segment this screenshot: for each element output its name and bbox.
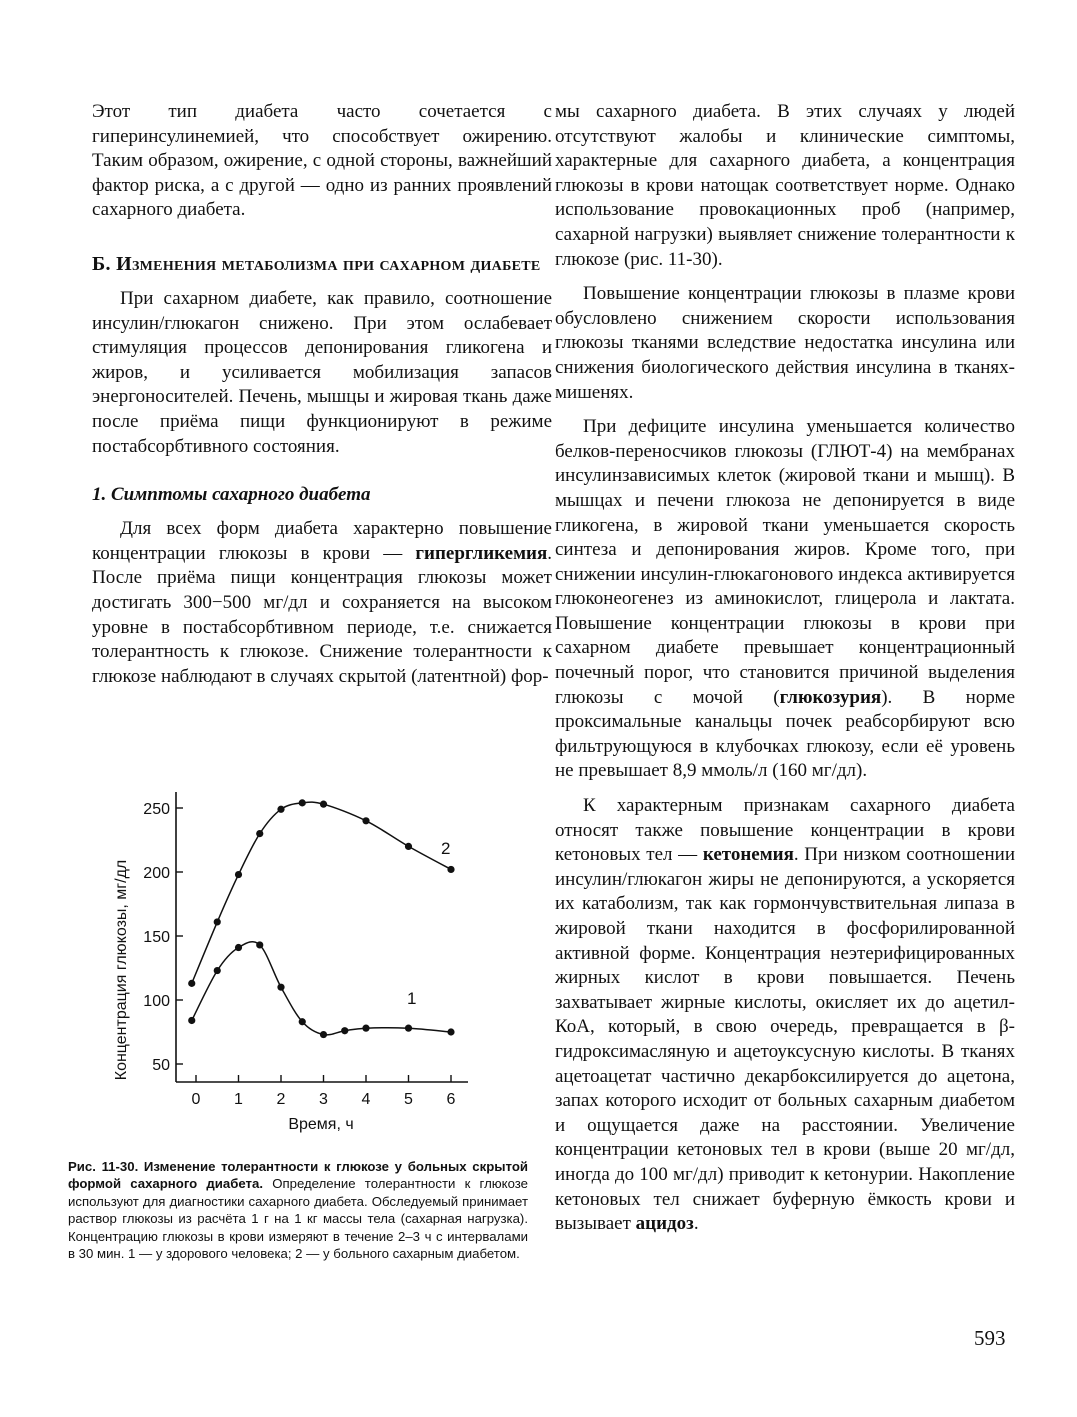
- data-point-series-2: [362, 817, 369, 824]
- term-glucosuria: глюкозурия: [779, 686, 882, 708]
- data-point-series-1: [256, 941, 263, 948]
- data-point-series-1: [235, 944, 242, 951]
- series-line-2: [192, 802, 451, 983]
- subsection-title: 1. Симптомы сахарного диабета: [92, 484, 371, 506]
- text-run: Для всех форм диабета характерно повышение концентрации глюкозы в крови —: [92, 518, 552, 564]
- data-point-series-2: [447, 866, 454, 873]
- series-label-2: 2: [441, 839, 451, 858]
- data-point-series-1: [299, 1018, 306, 1025]
- left-column: [92, 100, 552, 689]
- data-point-series-1: [214, 967, 221, 974]
- text-run: При дефиците инсулина уменьшается количество белков-переносчиков глюкозы (ГЛЮТ-4) на мембранах инсулинзависимых клеток (жировой ткани и мышц). В мышцах и печени глюкоза не депонируется в виде гликогена, в жировой ткани уменьшается скорость синтеза и депонирования жиров. Кроме того, при снижении инсулин-глюкагонового индекса активируется глюконеогенез из аминокислот, глицерола и лактата. Повышение концентрации глюкозы в крови при сахарном диабете превышает концентрационный почечный порог, что становится причиной выделения глюкозы с мочой (: [555, 416, 1015, 708]
- x-axis-label: Время, ч: [288, 1116, 354, 1133]
- data-point-series-2: [235, 871, 242, 878]
- paragraph-ketonemia: [555, 794, 1015, 1237]
- term-hyperglycemia: гипергликемия: [415, 542, 548, 564]
- paragraph-intro: Этот тип диабета часто сочетается с гиперинсулинемией, что способствует ожирению. Таким образом, ожирение, с одной стороны, важнейший фактор риска, а с другой — одно из ранних проявлений сахарного диабета.: [92, 101, 552, 221]
- text-run: .: [693, 1213, 699, 1235]
- data-point-series-2: [299, 799, 306, 806]
- y-tick-label: 250: [143, 801, 170, 818]
- figure-glucose-tolerance: [68, 782, 528, 1142]
- paragraph-glucose-plasma: Повышение концентрации глюкозы в плазме крови обусловлено снижением скорости использования глюкозы тканями вследствие недостатка инсулина или снижения биологического действия инсулина в тканях-мишенях.: [555, 283, 1015, 403]
- y-axis-label: Концентрация глюкозы, мг/дл: [113, 859, 130, 1081]
- data-point-series-1: [362, 1025, 369, 1032]
- x-tick-label: 2: [276, 1091, 286, 1108]
- y-tick-label: 100: [143, 993, 170, 1010]
- x-tick-label: 1: [234, 1091, 243, 1108]
- text-run: . При низком соотношении инсулин/глюкагон жиры не депонируются, а ускоряется их катаболизм, так как гормончувствительная липаза в жировой ткани находится в фосфорилированной активной форме. Концентрация неэтерифицированных жирных кислот в крови повышается. Печень захватывает жирные кислоты, окисляет их до ацетил-КоА, который, в свою очередь, превращается в β-гидроксимасляную и ацетоуксусную кислоты. В тканях ацетоацетат частично декарбоксилируется до ацетона, запах которого исходит от больных сахарным диабетом и ощущается даже на расстоянии. Увеличение концентрации кетоновых тел в крови (выше 20 мг/дл, иногда до 100 мг/дл) приводит к кетонурии. Накопление кетоновых тел снижает буферную ёмкость крови и вызывает: [555, 844, 1015, 1235]
- axes: [176, 792, 468, 1082]
- series-label-1: 1: [407, 989, 417, 1008]
- data-point-series-2: [405, 843, 412, 850]
- paragraph-ratio: При сахарном диабете, как правило, соотношение инсулин/глюкагон снижено. При этом ослабевает стимуляция процессов депонирования гликогена и жиров, и усиливается мобилизация запасов энергоносителей. Печень, мышцы и жировая ткань даже после приёма пищи функционируют в режиме постабсорбтивного состояния.: [92, 287, 552, 457]
- text-run: К характерным признакам сахарного диабета относят также повышение концентрации в крови кетоновых тел —: [555, 795, 1015, 866]
- paragraph-latent-form: мы сахарного диабета. В этих случаях у людей отсутствуют жалобы и клинические симптомы, характерные для сахарного диабета, а концентрация глюкозы в крови натощак соответствует норме. Однако использование провокационных проб (например, сахарной нагрузки) выявляет снижение толерантности к глюкозе (рис. 11-30).: [555, 101, 1015, 270]
- data-point-series-2: [214, 918, 221, 925]
- figure-caption: [68, 1158, 528, 1262]
- page-number: 593: [974, 1326, 1006, 1350]
- right-column: [555, 100, 1015, 1237]
- data-point-series-2: [256, 830, 263, 837]
- data-point-series-1: [447, 1028, 454, 1035]
- paragraph-glut4: [555, 415, 1015, 784]
- caption-title: Рис. 11-30. Изменение толерантности к глюкозе у больных скрытой формой сахарного диабета.: [68, 1159, 528, 1192]
- data-point-series-2: [277, 806, 284, 813]
- paragraph-hyperglycemia: [92, 517, 552, 689]
- glucose-tolerance-chart: [68, 782, 528, 1142]
- data-point-series-1: [188, 1017, 195, 1024]
- y-tick-label: 200: [143, 865, 170, 882]
- x-tick-label: 4: [361, 1091, 371, 1108]
- text-run: ). В норме проксимальные канальцы почек реабсорбируют всю фильтрующуюся в клубочках глюкозу, если её уровень не превышает 8,9 ммоль/л (160 мг/дл).: [555, 686, 1015, 782]
- term-ketonemia: кетонемия: [702, 844, 794, 866]
- data-point-series-2: [188, 980, 195, 987]
- text-run: . После приёма пищи концентрация глюкозы может достигать 300−500 мг/дл и сохраняется на высоком уровне в постабсорбтивном периоде, т.е. снижается толерантность к глюкозе. Снижение толерантности к глюкозе наблюдают в случаях скрытой (латентной) фор-: [92, 542, 552, 687]
- caption-text: Определение толерантности к глюкозе используют для диагностики сахарного диабета. Обследуемый принимает раствор глюкозы из расчёта 1 г на 1 кг массы тела (сахарная нагрузка). Концентрацию глюкозы в крови измеряют в течение 2–3 ч с интервалами в 30 мин. 1 — у здорового человека; 2 — у больного сахарным диабетом.: [68, 1176, 528, 1262]
- y-tick-label: 150: [143, 929, 170, 946]
- data-point-series-1: [277, 984, 284, 991]
- data-point-series-1: [320, 1031, 327, 1038]
- x-tick-label: 3: [319, 1091, 328, 1108]
- data-point-series-2: [320, 801, 327, 808]
- data-point-series-1: [405, 1025, 412, 1032]
- x-tick-label: 6: [446, 1091, 456, 1108]
- y-tick-label: 50: [152, 1057, 170, 1074]
- x-tick-label: 0: [191, 1091, 201, 1108]
- x-tick-label: 5: [404, 1091, 413, 1108]
- section-title: Б. Изменения метаболизма при сахарном диабете: [92, 252, 541, 275]
- data-point-series-1: [341, 1027, 348, 1034]
- term-acidosis: ацидоз: [635, 1213, 694, 1235]
